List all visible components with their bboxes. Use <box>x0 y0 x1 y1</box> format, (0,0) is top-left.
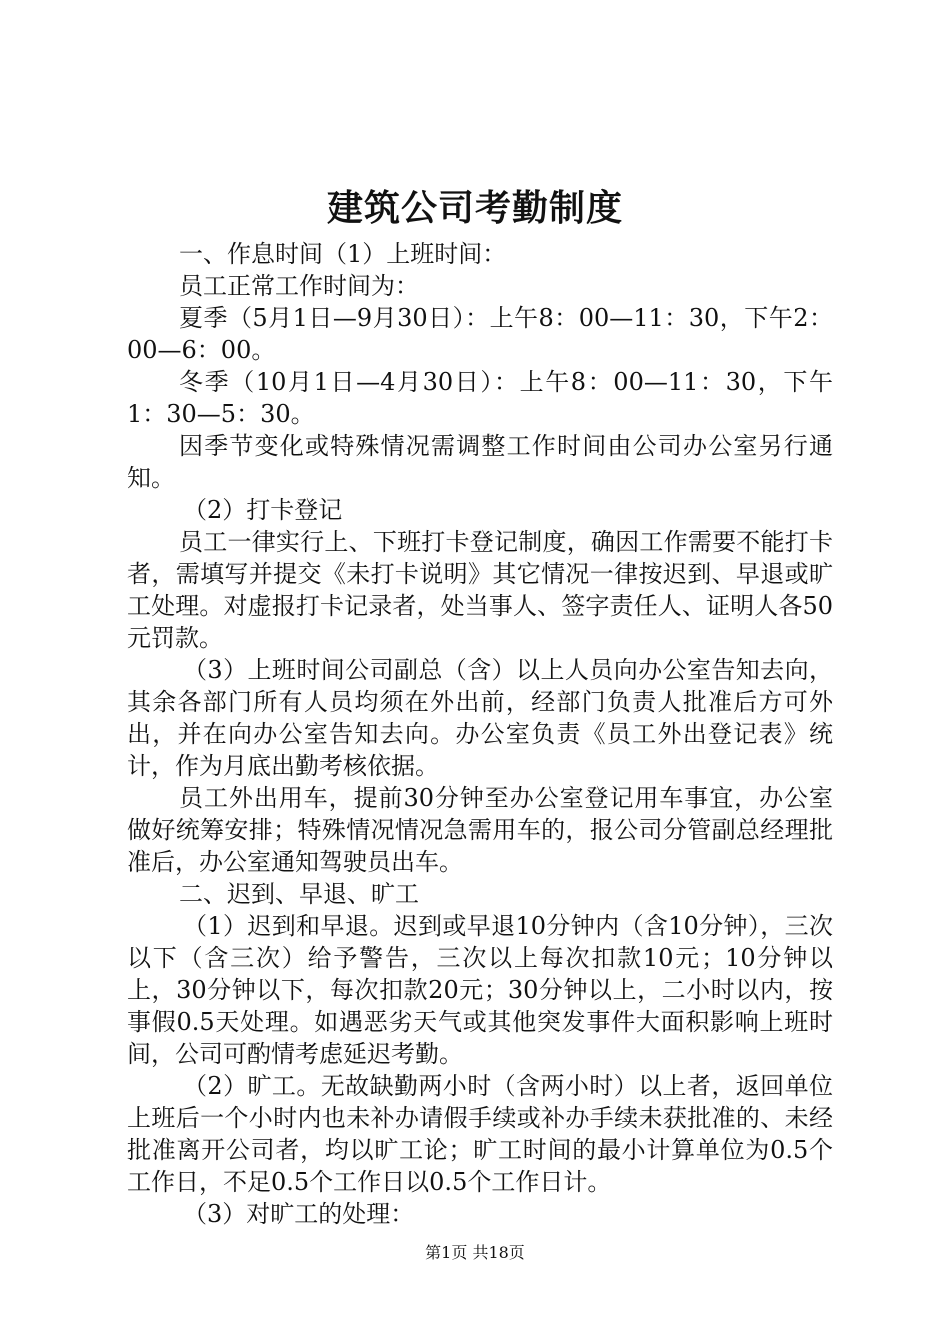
paragraph-summer-hours: 夏季（5月1日—9月30日）：上午8：00—11：30，下午2：00—6：00。 <box>127 304 833 364</box>
paragraph-late-early-leave: （1）迟到和早退。迟到或早退10分钟内（含10分钟），三次以下（含三次）给予警告，三次以上每次扣款10元；10分钟以上，30分钟以下，每次扣款20元；30分钟以上，二小时以内，按事假0.5天处理。如遇恶劣天气或其他突发事件大面积影响上班时间，公司可酌情考虑延迟考勤。 <box>127 912 833 1068</box>
subheading-absence-handling: （3）对旷工的处理： <box>183 1200 415 1228</box>
section-heading-work-hours: 一、作息时间（1）上班时间： <box>179 240 507 268</box>
paragraph-vehicle-use: 员工外出用车，提前30分钟至办公室登记用车事宜，办公室做好统筹安排；特殊情况情况急需用车的，报公司分管副总经理批准后，办公室通知驾驶员出车。 <box>127 784 833 876</box>
section-heading-late-absence: 二、迟到、早退、旷工 <box>179 880 419 908</box>
paragraph-normal-hours-intro: 员工正常工作时间为： <box>179 272 419 300</box>
document-title: 建筑公司考勤制度 <box>326 187 623 229</box>
document-body <box>127 238 833 1230</box>
subheading-clock-in: （2）打卡登记 <box>183 496 343 524</box>
paragraph-schedule-adjustment: 因季节变化或特殊情况需调整工作时间由公司办公室另行通知。 <box>127 432 833 492</box>
paragraph-absenteeism: （2）旷工。无故缺勤两小时（含两小时）以上者，返回单位上班后一个小时内也未补办请假手续或补办手续未获批准的、未经批准离开公司者，均以旷工论；旷工时间的最小计算单位为0.5个工作日，不足0.5个工作日以0.5个工作日计。 <box>127 1072 833 1196</box>
paragraph-clock-in-rules: 员工一律实行上、下班打卡登记制度，确因工作需要不能打卡者，需填写并提交《未打卡说明》其它情况一律按迟到、早退或旷工处理。对虚报打卡记录者，处当事人、签字责任人、证明人各50元罚款。 <box>127 528 833 652</box>
page-footer: 第1页 共18页 <box>425 1243 525 1262</box>
paragraph-winter-hours: 冬季（10月1日—4月30日）：上午8：00—11：30，下午1：30—5：30。 <box>127 368 833 428</box>
paragraph-going-out-rules: （3）上班时间公司副总（含）以上人员向办公室告知去向，其余各部门所有人员均须在外出前，经部门负责人批准后方可外出，并在向办公室告知去向。办公室负责《员工外出登记表》统计，作为月底出勤考核依据。 <box>127 656 833 780</box>
